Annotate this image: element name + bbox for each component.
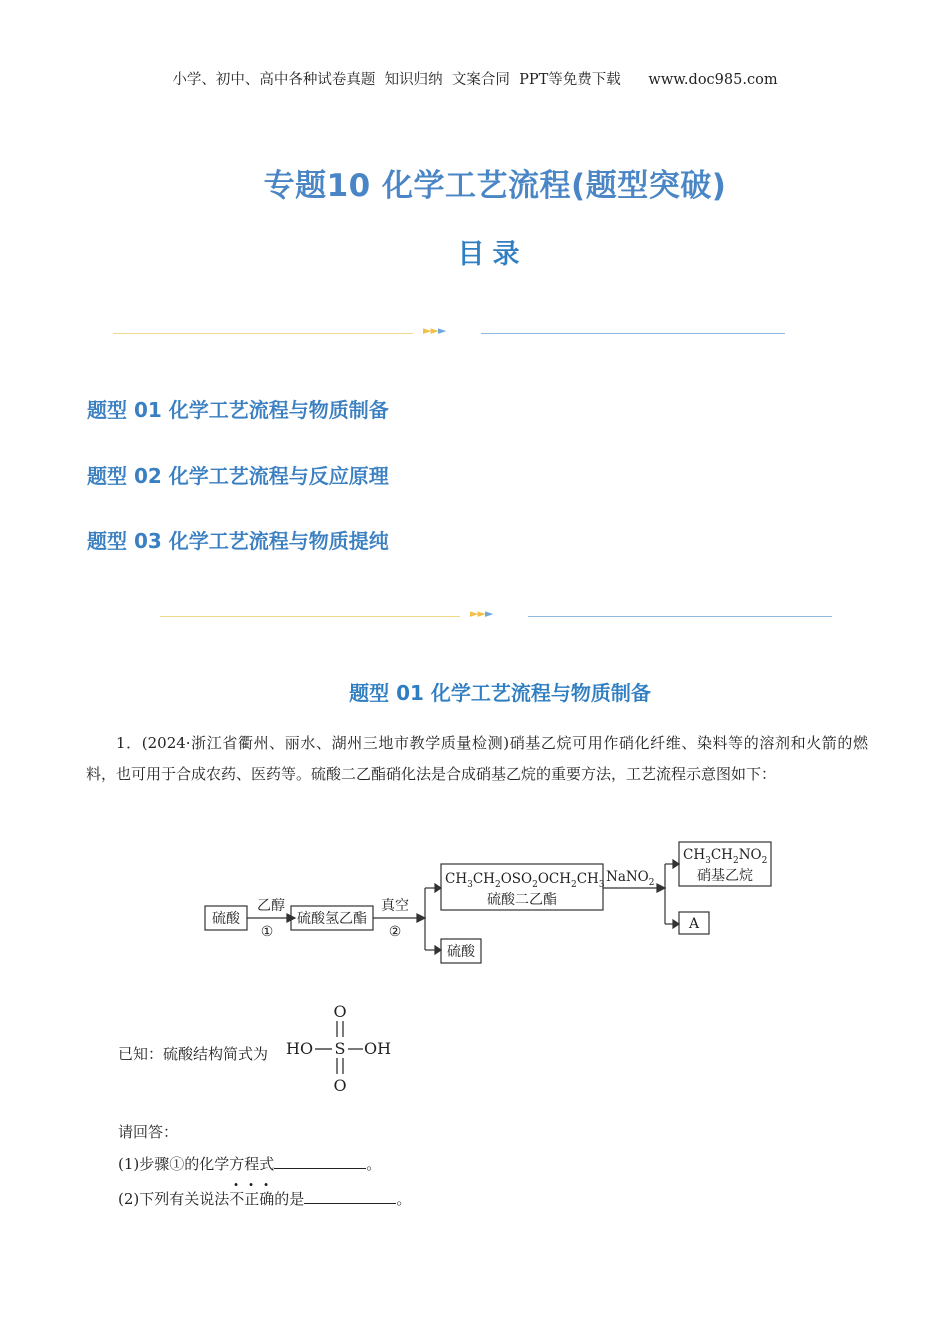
flow-mid-label: 硫酸氢乙酯	[297, 911, 367, 927]
header-text: 小学、初中、高中各种试卷真题 知识归纳 文案合同 PPT等免费下载	[172, 72, 621, 88]
known-text: 已知：硫酸结构简式为	[118, 1045, 269, 1063]
toc-item-03[interactable]: 题型 03 化学工艺流程与物质提纯	[87, 529, 389, 553]
sub2-suffix: 。	[396, 1190, 412, 1208]
sub2-after: 的是	[274, 1190, 305, 1208]
sub1-suffix: 。	[366, 1155, 382, 1173]
flow-arrow3-label: NaNO$_2$	[606, 869, 655, 888]
divider-top: ►►►	[113, 324, 785, 344]
question-text: 1．(2024·浙江省衢州、丽水、湖州三地市教学质量检测)硝基乙烷可用作硝化纤维、染料等的溶剂和火箭的燃料，也可用于合成农药、医药等。硫酸二乙酯硝化法是合成硝基乙烷的重要方法，工艺流程示意图如下：	[86, 734, 868, 783]
flow-start-label: 硫酸	[212, 911, 240, 927]
struct-oh: OH	[364, 1039, 392, 1058]
sub-question-2	[118, 1188, 411, 1209]
sub1-answer-blank[interactable]	[274, 1154, 366, 1169]
sub2-text: (2)下列有关说法	[118, 1190, 230, 1208]
toc-item-02[interactable]: 题型 02 化学工艺流程与反应原理	[87, 464, 389, 488]
page-title: 专题10 化学工艺流程(题型突破)	[263, 168, 727, 204]
sub2-emphasis-2: 正	[244, 1190, 260, 1208]
section-title: 题型 01 化学工艺流程与物质制备	[349, 681, 651, 705]
struct-o-bottom: O	[333, 1076, 347, 1095]
sub1-text: (1)步骤①的化学方程式	[118, 1155, 275, 1173]
flow-product-formula: $CH_3CH_2NO_2$	[683, 847, 768, 866]
answer-prompt: 请回答：	[118, 1123, 179, 1141]
toc-item-01[interactable]: 题型 01 化学工艺流程与物质制备	[87, 398, 389, 422]
toc-heading: 目录	[457, 239, 528, 270]
struct-o-top: O	[333, 1002, 347, 1021]
flow-acid-label: 硫酸	[447, 944, 475, 960]
struct-s: S	[334, 1039, 346, 1058]
flow-arrow1-top: 乙醇	[257, 898, 285, 914]
process-flow-diagram	[195, 840, 785, 970]
sub2-answer-blank[interactable]	[304, 1189, 396, 1204]
sub-question-1	[118, 1153, 381, 1174]
sub2-emphasis-1: 不	[229, 1190, 245, 1208]
flow-diester-formula: $CH_3CH_2OSO_2OCH_2CH_3$	[445, 871, 605, 890]
flow-product-name: 硝基乙烷	[697, 868, 753, 884]
flow-arrow2-bottom: ②	[388, 924, 402, 940]
flow-arrow1-bottom: ①	[260, 924, 274, 940]
flow-diester-name: 硫酸二乙酯	[487, 892, 557, 908]
flow-a-label: A	[688, 916, 700, 932]
struct-ho: HO	[286, 1039, 314, 1058]
flow-arrow2-top: 真空	[381, 898, 409, 914]
sub2-emphasis-3: 确	[259, 1190, 275, 1208]
sulfuric-acid-structure	[284, 1000, 404, 1096]
divider-bottom: ►►►	[160, 607, 832, 627]
header-url[interactable]: www.doc985.com	[648, 72, 778, 88]
site-header	[0, 68, 950, 89]
